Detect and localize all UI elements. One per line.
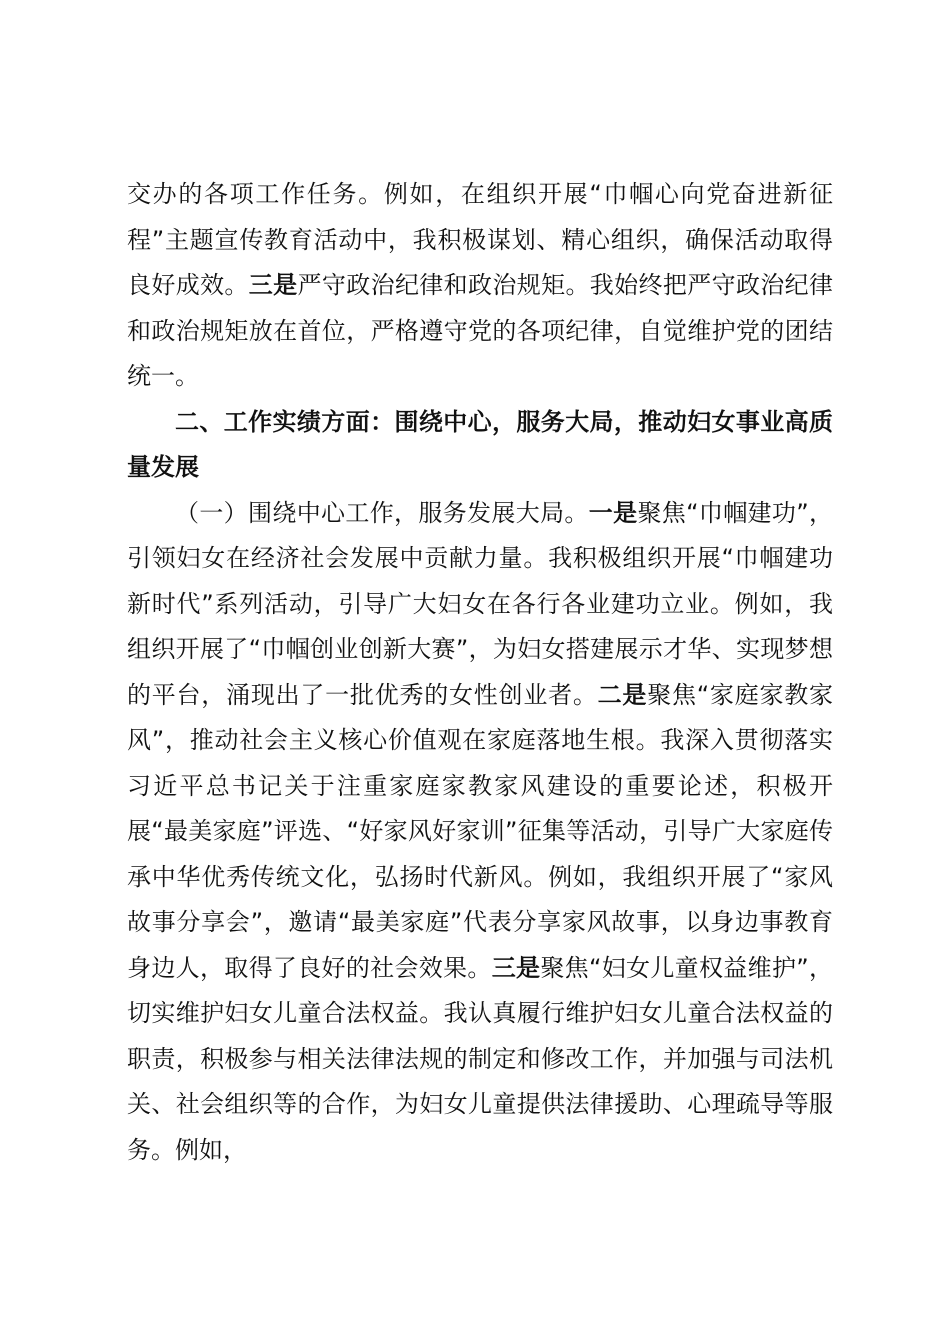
paragraph-text: 交办的各项工作任务。例如，在组织开展“巾帼心向党奋进新征程”主题宣传教育活动中，我积极谋划、精心组织，确保活动取得良好成效。 xyxy=(127,180,833,299)
paragraph-text: 聚焦“巾帼建功”，引领妇女在经济社会发展中贡献力量。我积极组织开展“巾帼建功新时代”系列活动，引导广大妇女在各行各业建功立业。例如，我组织开展了“巾帼创业创新大赛”，为妇女搭建展示才华、实现梦想的平台，涌现出了一批优秀的女性创业者。 xyxy=(127,498,834,709)
paragraph-text: 聚焦“家庭家教家风”，推动社会主义核心价值观在家庭落地生根。我深入贯彻落实习近平总书记关于注重家庭家教家风建设的重要论述，积极开展“最美家庭”评选、“好家风好家训”征集等活动，引导广大家庭传承中华优秀传统文化，弘扬时代新风。例如，我组织开展了“家风故事分享会”，邀请“最美家庭”代表分享家风故事，以身边事教育身边人，取得了良好的社会效果。 xyxy=(127,680,834,982)
paragraph-text: 聚焦“妇女儿童权益维护”，切实维护妇女儿童合法权益。我认真履行维护妇女儿童合法权益的职责，积极参与相关法律法规的制定和修改工作，并加强与司法机关、社会组织等的合作，为妇女儿童提供法律援助、心理疏导等服务。例如， xyxy=(127,953,834,1164)
document-body xyxy=(127,172,833,1173)
paragraph-text: （一）围绕中心工作，服务发展大局。 xyxy=(175,498,589,527)
section-heading: 二、工作实绩方面：围绕中心，服务大局，推动妇女事业高质量发展 xyxy=(127,407,833,481)
paragraph-continuation xyxy=(127,172,833,400)
paragraph-text: 严守政治纪律和政治规矩。我始终把严守政治纪律和政治规矩放在首位，严格遵守党的各项纪律，自觉维护党的团结统一。 xyxy=(127,271,834,390)
emphasis-san-shi: 三是 xyxy=(491,953,541,982)
emphasis-er-shi: 二是 xyxy=(597,680,648,709)
emphasis-san-shi: 三是 xyxy=(248,271,298,299)
emphasis-yi-shi: 一是 xyxy=(588,498,638,527)
paragraph-work-achievements xyxy=(127,491,833,1174)
